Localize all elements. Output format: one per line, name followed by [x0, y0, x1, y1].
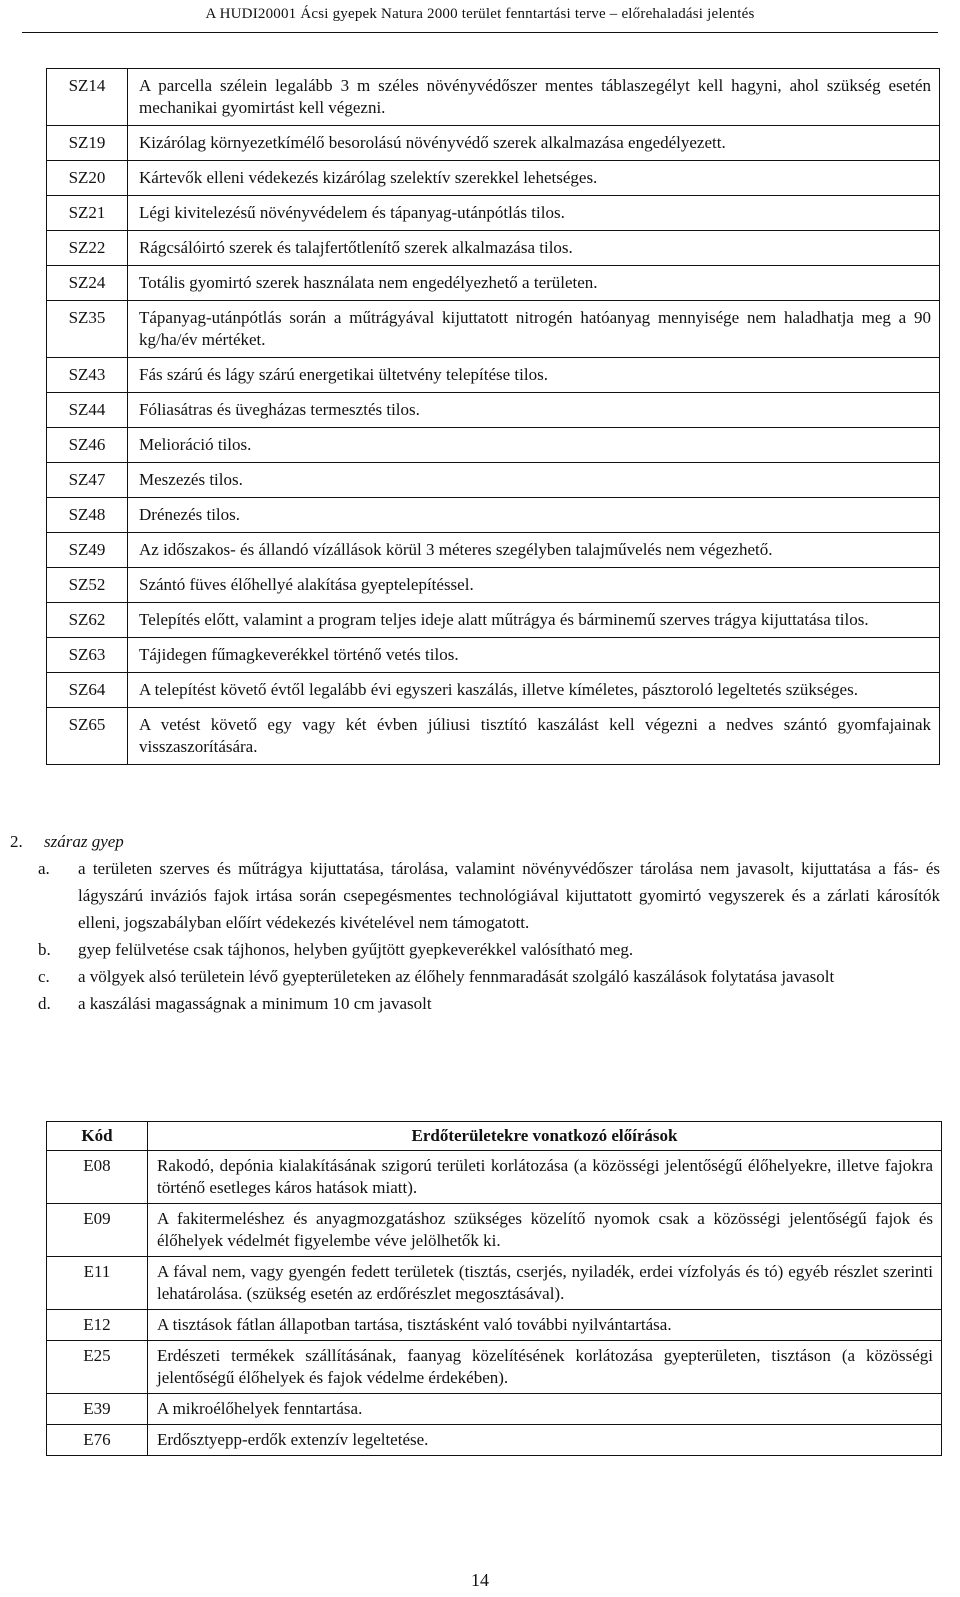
row-text: Légi kivitelezésű növényvédelem és tápanyag-utánpótlás tilos.: [128, 196, 940, 231]
row-text: Erdészeti termékek szállításának, faanyag közelítésének korlátozása gyepterületen, tisztáson (a közösségi jelentőségű élőhelyek és fajok védelme érdekében).: [148, 1341, 942, 1394]
section-dry-grassland: [10, 828, 940, 1017]
table-row: [47, 708, 940, 765]
row-code: SZ47: [47, 463, 128, 498]
section-item-list: [10, 855, 940, 1017]
table-row: [47, 1425, 942, 1456]
table-row: [47, 568, 940, 603]
row-text: Erdősztyepp-erdők extenzív legeltetése.: [148, 1425, 942, 1456]
table-row: [47, 393, 940, 428]
list-item: [10, 990, 940, 1017]
page-number: 14: [471, 1570, 489, 1590]
row-code: E08: [47, 1151, 148, 1204]
row-text: Rakodó, depónia kialakításának szigorú területi korlátozása (a közösségi jelentőségű élőhelyekre, illetve fajokra történő esetleges káros hatások miatt).: [148, 1151, 942, 1204]
section-heading: [10, 828, 940, 855]
table-row: [47, 1341, 942, 1394]
table-row: [47, 301, 940, 358]
row-code: SZ21: [47, 196, 128, 231]
row-code: E11: [47, 1257, 148, 1310]
row-text: A fával nem, vagy gyengén fedett területek (tisztás, cserjés, nyiladék, erdei vízfolyás és tó) egyéb részlet szerinti lehatárolása. (szükség esetén az erdőrészlet megosztásával).: [148, 1257, 942, 1310]
row-code: SZ62: [47, 603, 128, 638]
list-item: [10, 855, 940, 936]
row-text: Tájidegen fűmagkeverékkel történő vetés tilos.: [128, 638, 940, 673]
table-row: [47, 673, 940, 708]
section-number: 2.: [10, 832, 23, 851]
row-text: Kártevők elleni védekezés kizárólag szelektív szerekkel lehetséges.: [128, 161, 940, 196]
table-header-row: [47, 1122, 942, 1151]
header-code: Kód: [47, 1122, 148, 1151]
row-text: Az időszakos- és állandó vízállások körül 3 méteres szegélyben talajművelés nem végezhető.: [128, 533, 940, 568]
list-item-text: a területen szerves és műtrágya kijuttatása, tárolása, valamint növényvédőszer tárolása nem javasolt, kijuttatása a fás- és lágyszárú inváziós fajok irtása során csepegésmentes technológiával kijuttatott gyomirtó vegyszerek és a zárlati károsítók elleni, jogszabályban előírt védekezés kivételével nem támogatott.: [78, 859, 940, 932]
row-text: A vetést követő egy vagy két évben júliusi tisztító kaszálást kell végezni a nedves szántó gyomfajainak visszaszorítására.: [128, 708, 940, 765]
row-code: SZ52: [47, 568, 128, 603]
list-item-letter: b.: [38, 940, 51, 959]
table-row: [47, 69, 940, 126]
row-code: E09: [47, 1204, 148, 1257]
table-row: [47, 196, 940, 231]
header-rules: Erdőterületekre vonatkozó előírások: [148, 1122, 942, 1151]
restrictions-table: [46, 68, 940, 765]
row-text: Fás szárú és lágy szárú energetikai ültetvény telepítése tilos.: [128, 358, 940, 393]
list-item-letter: c.: [38, 967, 50, 986]
section-title: száraz gyep: [44, 832, 124, 851]
row-code: SZ44: [47, 393, 128, 428]
row-code: SZ22: [47, 231, 128, 266]
row-text: Fóliasátras és üvegházas termesztés tilos.: [128, 393, 940, 428]
list-item: [10, 963, 940, 990]
list-item-text: a kaszálási magasságnak a minimum 10 cm javasolt: [78, 994, 432, 1013]
list-item-text: gyep felülvetése csak tájhonos, helyben gyűjtött gyepkeverékkel valósítható meg.: [78, 940, 634, 959]
row-text: Kizárólag környezetkímélő besorolású növényvédő szerek alkalmazása engedélyezett.: [128, 126, 940, 161]
row-code: E25: [47, 1341, 148, 1394]
row-code: E39: [47, 1394, 148, 1425]
row-text: A parcella szélein legalább 3 m széles növényvédőszer mentes táblaszegélyt kell hagyni, ahol szükség esetén mechanikai gyomirtást kell végezni.: [128, 69, 940, 126]
row-text: Drénezés tilos.: [128, 498, 940, 533]
table-row: [47, 603, 940, 638]
row-text: A fakitermeléshez és anyagmozgatáshoz szükséges közelítő nyomok csak a közösségi jelentőségű fajok és élőhelyek védelmét figyelembe véve jelölhetők ki.: [148, 1204, 942, 1257]
row-text: A telepítést követő évtől legalább évi egyszeri kaszálás, illetve kíméletes, pásztoroló legeltetés szükséges.: [128, 673, 940, 708]
table-row: [47, 358, 940, 393]
row-text: Totális gyomirtó szerek használata nem engedélyezhető a területen.: [128, 266, 940, 301]
row-code: SZ19: [47, 126, 128, 161]
table-row: [47, 428, 940, 463]
table-row: [47, 1204, 942, 1257]
row-text: Rágcsálóirtó szerek és talajfertőtlenítő szerek alkalmazása tilos.: [128, 231, 940, 266]
table-row: [47, 1257, 942, 1310]
row-text: Telepítés előtt, valamint a program teljes ideje alatt műtrágya és bárminemű szerves trágya kijuttatása tilos.: [128, 603, 940, 638]
table-row: [47, 231, 940, 266]
row-code: SZ65: [47, 708, 128, 765]
row-text: A mikroélőhelyek fenntartása.: [148, 1394, 942, 1425]
list-item: [10, 936, 940, 963]
row-code: SZ63: [47, 638, 128, 673]
row-code: SZ24: [47, 266, 128, 301]
row-code: SZ35: [47, 301, 128, 358]
list-item-letter: d.: [38, 994, 51, 1013]
row-code: E76: [47, 1425, 148, 1456]
row-code: E12: [47, 1310, 148, 1341]
row-text: Meszezés tilos.: [128, 463, 940, 498]
row-text: Melioráció tilos.: [128, 428, 940, 463]
row-code: SZ46: [47, 428, 128, 463]
table-row: [47, 1151, 942, 1204]
table-row: [47, 638, 940, 673]
list-item-letter: a.: [38, 859, 50, 878]
row-code: SZ48: [47, 498, 128, 533]
table-row: [47, 161, 940, 196]
table-row: [47, 126, 940, 161]
row-code: SZ14: [47, 69, 128, 126]
table-row: [47, 1394, 942, 1425]
row-code: SZ43: [47, 358, 128, 393]
table-row: [47, 463, 940, 498]
table-row: [47, 1310, 942, 1341]
table-row: [47, 266, 940, 301]
list-item-text: a völgyek alsó területein lévő gyepterületeken az élőhely fennmaradását szolgáló kaszálások folytatása javasolt: [78, 967, 835, 986]
forest-rules-table: [46, 1121, 942, 1456]
row-code: SZ64: [47, 673, 128, 708]
page-header: A HUDI20001 Ácsi gyepek Natura 2000 terület fenntartási terve – előrehaladási jelentés: [205, 6, 755, 22]
row-text: A tisztások fátlan állapotban tartása, tisztásként való további nyilvántartása.: [148, 1310, 942, 1341]
row-code: SZ49: [47, 533, 128, 568]
row-text: Tápanyag-utánpótlás során a műtrágyával kijuttatott nitrogén hatóanyag mennyisége nem haladhatja meg a 90 kg/ha/év mértéket.: [128, 301, 940, 358]
row-text: Szántó füves élőhellyé alakítása gyeptelepítéssel.: [128, 568, 940, 603]
row-code: SZ20: [47, 161, 128, 196]
table-row: [47, 533, 940, 568]
header-divider: [22, 32, 938, 33]
table-row: [47, 498, 940, 533]
